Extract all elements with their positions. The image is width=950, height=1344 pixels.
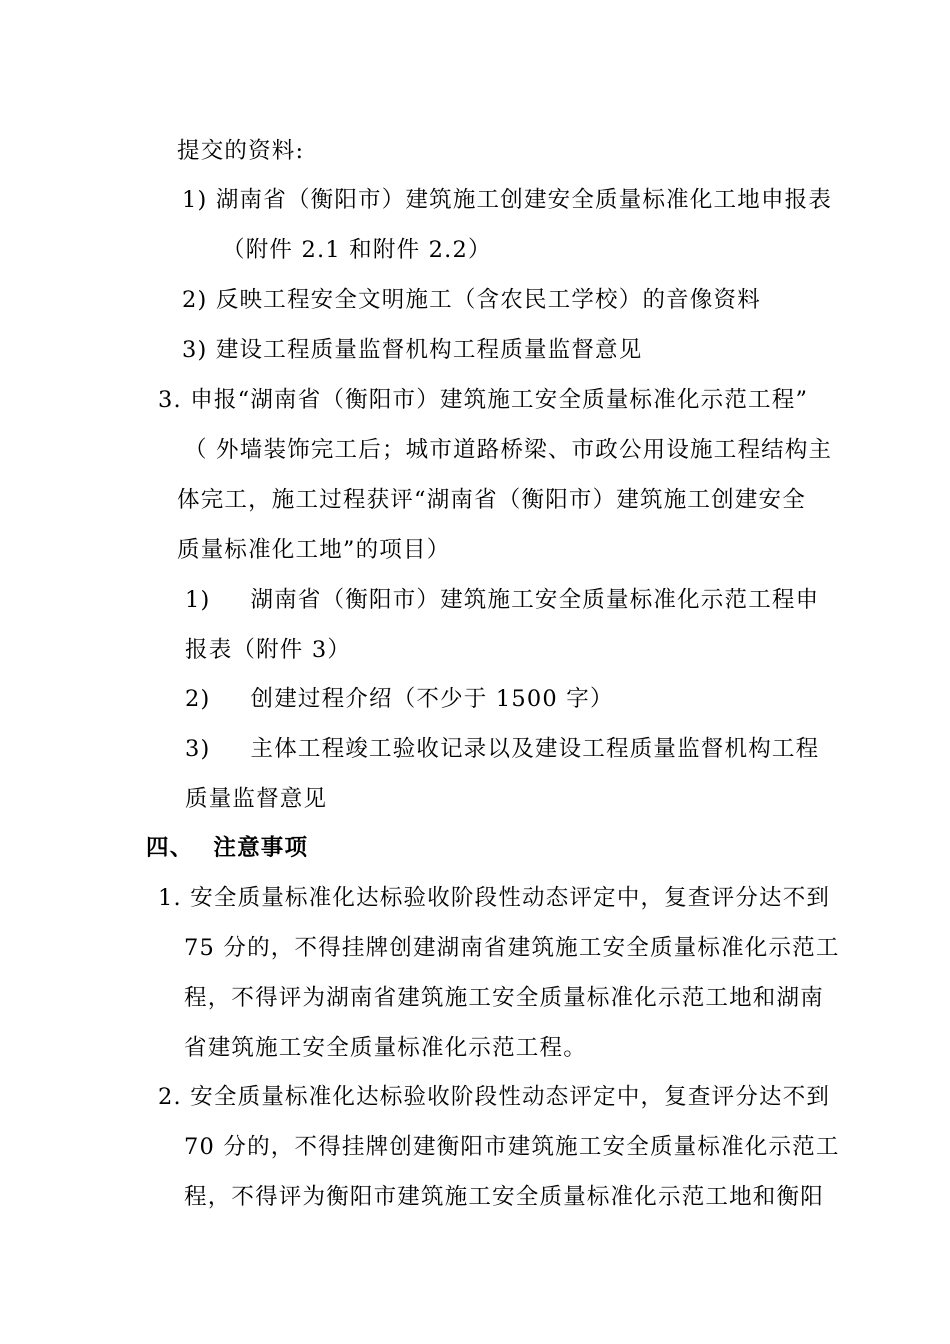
notice-item-number: 2.	[158, 1084, 182, 1110]
item3-line: 申报“湖南省（衡阳市）建筑施工安全质量标准化示范工程”	[190, 387, 809, 413]
item3-line: 质量标准化工地”的项目）	[177, 537, 451, 563]
submission-intro: 提交的资料:	[177, 138, 305, 164]
sub-list-item-number: 3)	[185, 736, 211, 762]
item3-line: （ 外墙装饰完工后；城市道路桥梁、市政公用设施工程结构主	[184, 437, 833, 463]
sub-list-item-continuation: 质量监督意见	[185, 786, 328, 812]
notice-item-line: 75 分的，不得挂牌创建湖南省建筑施工安全质量标准化示范工	[184, 935, 840, 961]
notice-item-line: 安全质量标准化达标验收阶段性动态评定中，复查评分达不到	[190, 885, 831, 911]
sub-list-item-text: 湖南省（衡阳市）建筑施工安全质量标准化示范工程申	[250, 587, 820, 613]
notice-item-number: 1.	[158, 885, 182, 911]
sub-list-item-number: 1)	[185, 587, 211, 613]
sub-list-item-number: 2)	[185, 686, 211, 712]
notice-item-line: 程，不得评为衡阳市建筑施工安全质量标准化示范工地和衡阳	[184, 1184, 824, 1210]
sub-list-item	[185, 734, 819, 764]
sub-list-item	[185, 585, 819, 615]
list-item-number: 3)	[182, 337, 208, 363]
item3-line: 体完工，施工过程获评“湖南省（衡阳市）建筑施工创建安全	[177, 487, 806, 513]
list-item-text: 反映工程安全文明施工（含农民工学校）的音像资料	[215, 287, 761, 313]
notice-item-line: 安全质量标准化达标验收阶段性动态评定中，复查评分达不到	[190, 1084, 831, 1110]
list-item	[182, 285, 761, 315]
section4-heading	[146, 833, 308, 863]
list-item-number: 2)	[182, 287, 208, 313]
list-item-number: 1)	[182, 187, 208, 213]
sub-list-item-continuation: 报表（附件 3）	[185, 637, 352, 663]
item3-number: 3.	[158, 387, 182, 413]
list-item	[182, 335, 642, 365]
sub-list-item	[185, 684, 614, 714]
section4-title: 注意事项	[213, 835, 309, 861]
item3-heading	[158, 385, 808, 415]
notice-item-line: 程，不得评为湖南省建筑施工安全质量标准化示范工地和湖南	[184, 985, 824, 1011]
notice-item	[158, 1082, 830, 1112]
list-item	[182, 185, 832, 215]
list-item-text: 建设工程质量监督机构工程质量监督意见	[215, 337, 643, 363]
list-item-text: 湖南省（衡阳市）建筑施工创建安全质量标准化工地申报表	[215, 187, 833, 213]
notice-item-line: 70 分的，不得挂牌创建衡阳市建筑施工安全质量标准化示范工	[184, 1134, 840, 1160]
sub-list-item-text: 主体工程竣工验收记录以及建设工程质量监督机构工程	[250, 736, 820, 762]
notice-item-line: 省建筑施工安全质量标准化示范工程。	[184, 1035, 587, 1061]
notice-item	[158, 883, 830, 913]
section4-number: 四、	[146, 835, 194, 861]
list-item-continuation: （附件 2.1 和附件 2.2）	[222, 237, 492, 263]
sub-list-item-text: 创建过程介绍（不少于 1500 字）	[250, 686, 614, 712]
